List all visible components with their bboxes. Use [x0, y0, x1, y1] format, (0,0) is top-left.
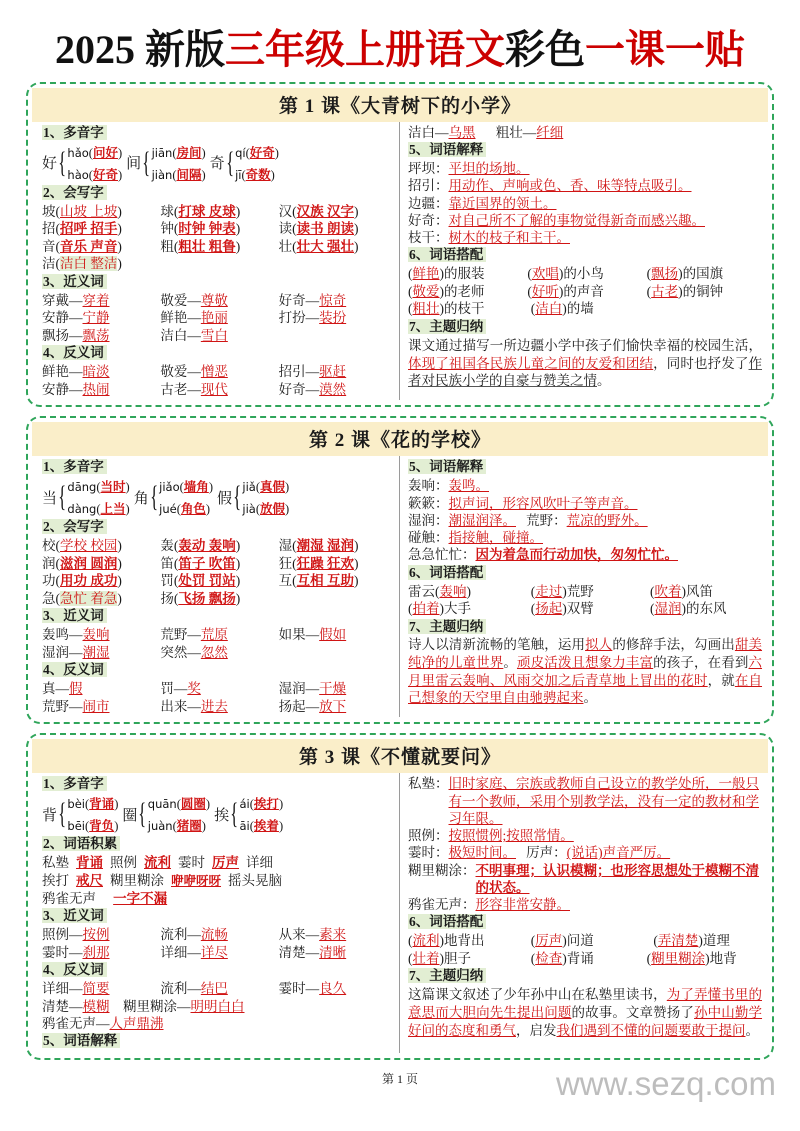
title-part-4: 一课一贴 [585, 27, 745, 72]
section-polyphone-heading: 1、多音字 [42, 459, 393, 476]
collocation-item: (扬起)双臂 [527, 601, 594, 617]
antonym-pair: 罚—奖 [160, 681, 201, 697]
section-explain-heading: 5、词语解释 [42, 1033, 393, 1050]
collocation-item: (飘扬)的国旗 [646, 266, 724, 282]
write-char-item: 湿(潮湿 湿润) [278, 538, 359, 554]
polyphone-char: 当 [42, 490, 58, 507]
synonym-pair: 飘扬—飘荡 [42, 327, 110, 343]
polyphone-group [42, 143, 393, 183]
section-explain-heading: 5、词语解释 [408, 459, 762, 476]
synonyms-grid [42, 926, 393, 961]
collocation-item: (湿润)的东风 [646, 601, 727, 617]
synonym-pair: 安静—宁静 [42, 310, 110, 326]
section-theme-heading: 7、主题归纳 [408, 968, 762, 985]
polyphone-item: 角 { jiǎo(墙角) jué(角色) [133, 480, 213, 517]
lesson-card-2 [26, 416, 774, 724]
section-write-heading: 2、会写字 [42, 185, 393, 202]
section-polyphone-heading: 1、多音字 [42, 125, 393, 142]
polyphone-char: 奇 [209, 156, 225, 173]
synonym-pair: 从来—素来 [278, 927, 347, 943]
polyphone-item: 间 { jiān(房间) jiàn(间隔) [126, 145, 206, 182]
section-accumulate-heading: 2、词语积累 [42, 836, 393, 853]
synonym-pair: 清楚—清晰 [278, 944, 347, 960]
explanation-item: 照例： 按照惯例;按照常情。 [408, 828, 574, 844]
collocation-item: (壮着)胆子 [408, 950, 471, 966]
write-char-item: 轰(轰动 轰响) [160, 538, 241, 554]
collocation-item: (洁白)的墙 [527, 301, 594, 317]
collocations-grid [408, 265, 762, 318]
polyphone-item: 假 { jiǎ(真假) jià(放假) [216, 480, 290, 517]
brace-icon: { [233, 480, 242, 514]
synonym-pair: 荒野—荒原 [160, 627, 228, 643]
synonym-pair: 流利—流畅 [160, 927, 228, 943]
explanation-item: 边疆： 靠近国界的领土。 [408, 195, 557, 211]
page-title [26, 0, 774, 82]
antonyms-grid [42, 980, 393, 998]
antonym-pair: 好奇—漠然 [278, 381, 347, 397]
write-char-item: 急(急忙 着急) [42, 590, 122, 606]
explanation-item: 湿润：潮湿润泽。 荒野：荒凉的野外。 [408, 512, 648, 528]
write-chars-grid [42, 203, 393, 273]
synonym-pair: 轰鸣—轰响 [42, 627, 110, 643]
synonym-pair: 如果—假如 [278, 627, 347, 643]
lesson-2-left-column [32, 456, 400, 717]
antonym-pair: 安静—热闹 [42, 381, 110, 397]
explanation-item: 私塾： 旧时家庭、宗族或教师自己设立的教学处所，一般只有一个教师，采用个别教学法，没有一定的教材和学习年限。 [408, 776, 759, 826]
write-char-item: 罚(处罚 罚站) [160, 573, 241, 589]
write-char-item: 粗(粗壮 粗鲁) [160, 238, 241, 254]
antonym-pair: 洁白—乌黑 粗壮—纤细 [408, 125, 564, 140]
polyphone-item: 当 { dāng(当时) dàng(上当) [42, 480, 130, 517]
antonym-pair: 扬起—放下 [278, 698, 347, 714]
collocations-grid [408, 932, 762, 967]
section-antonym-heading: 4、反义词 [42, 962, 393, 979]
write-char-item: 坡(山坡 上坡) [42, 203, 122, 219]
section-write-heading: 2、会写字 [42, 519, 393, 536]
lesson-3-right-column [400, 773, 768, 1053]
antonym-pair: 出来—进去 [160, 698, 228, 714]
antonym-pair-wide: 清楚—模糊 糊里糊涂—明明白白 [42, 998, 245, 1014]
theme-paragraph: 诗人以清新流畅的笔触，运用拟人的修辞手法，勾画出甜美纯净的儿童世界。顽皮活泼且想象力丰富的孩子，在看到六月里雷云轰响、风雨交加之后青草地上冒出的花时，就在自己想象的天空里自由驰骋起来。 [408, 637, 763, 706]
theme-paragraph: 课文通过描写一所边疆小学中孩子们愉快幸福的校园生活，体现了祖国各民族儿童之间的友爱和团结，同时也抒发了作者对民族小学的自豪与赞美之情。 [408, 337, 763, 389]
synonym-pair: 霎时—刹那 [42, 944, 110, 960]
title-part-3: 彩色 [505, 27, 585, 72]
explanation-item: 急急忙忙： 因为着急而行动加快，匆匆忙忙。 [408, 547, 678, 563]
write-char-item: 球(打球 皮球) [160, 203, 241, 219]
section-antonym-heading: 4、反义词 [42, 662, 393, 679]
synonyms-grid [42, 626, 393, 661]
lesson-card-3 [26, 733, 774, 1060]
write-char-item: 狂(狂躁 狂欢) [278, 555, 359, 571]
section-polyphone-heading: 1、多音字 [42, 776, 393, 793]
synonym-pair: 敬爱—尊敬 [160, 292, 228, 308]
polyphone-item: 圈 { quān(圆圈) juàn(猪圈) [122, 797, 211, 834]
write-char-item: 功(用功 成功) [42, 573, 122, 589]
watermark: www.sezq.com [555, 1065, 776, 1102]
brace-icon: { [58, 480, 67, 514]
lesson-3-header: 第 3 课《不懂就要问》 [32, 739, 768, 773]
collocation-item: (粗壮)的枝干 [408, 301, 485, 317]
antonyms-grid [42, 363, 393, 398]
write-char-item: 音(音乐 声音) [42, 238, 122, 254]
polyphone-item: 挨 { ái(挨打) āi(挨着) [214, 797, 284, 834]
write-char-item: 招(招呼 招手) [42, 221, 122, 237]
collocation-item: (弄清楚)道理 [646, 933, 730, 949]
section-synonym-heading: 3、近义词 [42, 908, 393, 925]
antonym-pair-wide: 鸦雀无声—人声鼎沸 [42, 1016, 164, 1032]
section-theme-heading: 7、主题归纳 [408, 619, 762, 636]
collocation-item: (吹着)风笛 [646, 583, 714, 599]
lesson-3-left-column [32, 773, 400, 1053]
section-synonym-heading: 3、近义词 [42, 608, 393, 625]
synonym-pair: 穿戴—穿着 [42, 292, 110, 308]
section-theme-heading: 7、主题归纳 [408, 319, 762, 336]
brace-icon: { [58, 145, 67, 179]
polyphone-item: 奇 { qí(好奇) jī(奇数) [209, 145, 279, 182]
collocation-item: (糊里糊涂)地背 [646, 950, 737, 966]
synonyms-grid [42, 292, 393, 345]
antonym-pair: 敬爱—憎恶 [160, 364, 228, 380]
polyphone-group [42, 477, 393, 517]
section-collocation-heading: 6、词语搭配 [408, 247, 762, 264]
write-char-item: 扬(飞扬 飘扬) [160, 590, 241, 606]
collocation-item: (欢唱)的小鸟 [527, 266, 604, 282]
explanation-item: 枝干： 树木的枝子和主干。 [408, 230, 570, 246]
theme-paragraph: 这篇课文叙述了少年孙中山在私塾里读书，为了弄懂书里的意思而大胆向先生提出问题的故事。文章赞扬了孙中山勤学好问的态度和勇气，启发我们遇到不懂的问题要敢于提问。 [408, 987, 763, 1038]
brace-icon: { [138, 797, 147, 831]
explanation-item: 好奇： 对自己所不了解的事物觉得新奇而感兴趣。 [408, 212, 705, 228]
explanation-item: 碰触： 指接触，碰撞。 [408, 530, 543, 546]
write-chars-grid [42, 537, 393, 607]
antonym-pair: 真—假 [42, 681, 83, 697]
collocations-grid [408, 583, 762, 618]
section-explain-heading: 5、词语解释 [408, 142, 762, 159]
write-char-item: 校(学校 校园) [42, 538, 122, 554]
brace-icon: { [149, 480, 158, 514]
polyphone-char: 圈 [122, 807, 138, 824]
polyphone-char: 角 [133, 490, 149, 507]
section-antonym-heading: 4、反义词 [42, 345, 393, 362]
antonym-pair: 荒野—闹市 [42, 698, 110, 714]
polyphone-char: 假 [216, 490, 232, 507]
collocation-item: (拍着)大手 [408, 601, 471, 617]
title-part-1: 2025 新版 [55, 27, 225, 72]
explanation-item: 轰响： 轰鸣。 [408, 478, 489, 494]
polyphone-char: 间 [126, 156, 142, 173]
collocation-item: (检查)背诵 [527, 950, 594, 966]
brace-icon: { [225, 145, 234, 179]
collocation-item: 雷云(轰响) [408, 583, 471, 599]
collocation-item: (敬爱)的老师 [408, 283, 485, 299]
write-char-item: 壮(壮大 强壮) [278, 238, 359, 254]
polyphone-item: 好 { hǎo(问好) hào(好奇) [42, 145, 123, 182]
polyphone-char: 背 [42, 807, 58, 824]
explanation-item: 坪坝： 平坦的场地。 [408, 161, 530, 177]
collocation-item: (流利)地背出 [408, 933, 485, 949]
explanation-item: 鸦雀无声： 形容非常安静。 [408, 897, 570, 913]
synonym-pair: 照例—按例 [42, 927, 110, 943]
polyphone-group [42, 794, 393, 834]
antonym-pair: 流利—结巴 [160, 981, 228, 997]
lesson-card-1 [26, 82, 774, 407]
section-collocation-heading: 6、词语搭配 [408, 565, 762, 582]
lesson-2-right-column [400, 456, 768, 717]
synonym-pair: 详细—详尽 [160, 944, 228, 960]
write-char-item: 读(读书 朗读) [278, 221, 359, 237]
write-char-item: 汉(汉族 汉字) [278, 203, 359, 219]
polyphone-item: 背 { bèi(背诵) bēi(背负) [42, 797, 119, 834]
lesson-1-header: 第 1 课《大青树下的小学》 [32, 88, 768, 122]
write-char-item: 润(滋润 圆润) [42, 555, 122, 571]
section-collocation-heading: 6、词语搭配 [408, 914, 762, 931]
polyphone-char: 好 [42, 156, 58, 173]
synonym-pair: 湿润—潮湿 [42, 644, 110, 660]
explanation-item: 簌簌： 拟声词，形容风吹叶子等声音。 [408, 495, 638, 511]
collocation-item: (厉声)问道 [527, 933, 594, 949]
synonym-pair: 洁白—雪白 [160, 327, 228, 343]
brace-icon: { [230, 797, 239, 831]
accumulate-row: 挨打 戒尺 糊里糊涂 咿咿呀呀 摇头晃脑 [42, 872, 283, 888]
antonym-pair: 详细—简要 [42, 981, 110, 997]
write-char-item: 笛(笛子 吹笛) [160, 555, 241, 571]
explanation-item: 糊里糊涂： 不明事理；认识模糊；也形容思想处于模糊不清的状态。 [408, 862, 759, 895]
collocation-item: (鲜艳)的服装 [408, 266, 485, 282]
section-synonym-heading: 3、近义词 [42, 274, 393, 291]
lesson-2-header: 第 2 课《花的学校》 [32, 422, 768, 456]
accumulate-row: 私塾 背诵 照例 流利 霎时 厉声 详细 [42, 855, 273, 871]
title-part-2: 三年级上册语文 [225, 27, 505, 72]
explanation-item: 招引： 用动作、声响或色、香、味等特点吸引。 [408, 178, 692, 194]
collocation-item: (古老)的铜钟 [646, 283, 724, 299]
write-char-item: 钟(时钟 钟表) [160, 221, 241, 237]
antonym-pair: 古老—现代 [160, 381, 228, 397]
synonym-pair: 打扮—装扮 [278, 310, 347, 326]
antonym-pair: 霎时—良久 [278, 981, 347, 997]
synonym-pair: 好奇—惊奇 [278, 292, 347, 308]
antonym-pair: 招引—驱赶 [278, 364, 347, 380]
antonym-pair: 湿润—干燥 [278, 681, 347, 697]
lesson-1-right-column [400, 122, 768, 400]
lesson-1-left-column [32, 122, 400, 400]
polyphone-char: 挨 [214, 807, 230, 824]
brace-icon: { [58, 797, 67, 831]
explanation-item: 霎时：极短时间。 厉声：(说话)声音严厉。 [408, 845, 671, 861]
collocation-item: (好听)的声音 [527, 283, 604, 299]
synonym-pair: 突然—忽然 [160, 644, 228, 660]
antonyms-grid [42, 680, 393, 715]
collocation-item: (走过)荒野 [527, 583, 594, 599]
write-char-item: 互(互相 互助) [278, 573, 359, 589]
write-char-item: 洁(洁白 整洁) [42, 256, 122, 272]
brace-icon: { [142, 145, 151, 179]
accumulate-row: 鸦雀无声 一字不漏 [42, 890, 168, 906]
antonym-pair: 鲜艳—暗淡 [42, 364, 110, 380]
page-footer: 第 1 页 [381, 1072, 418, 1087]
synonym-pair: 鲜艳—艳丽 [160, 310, 228, 326]
